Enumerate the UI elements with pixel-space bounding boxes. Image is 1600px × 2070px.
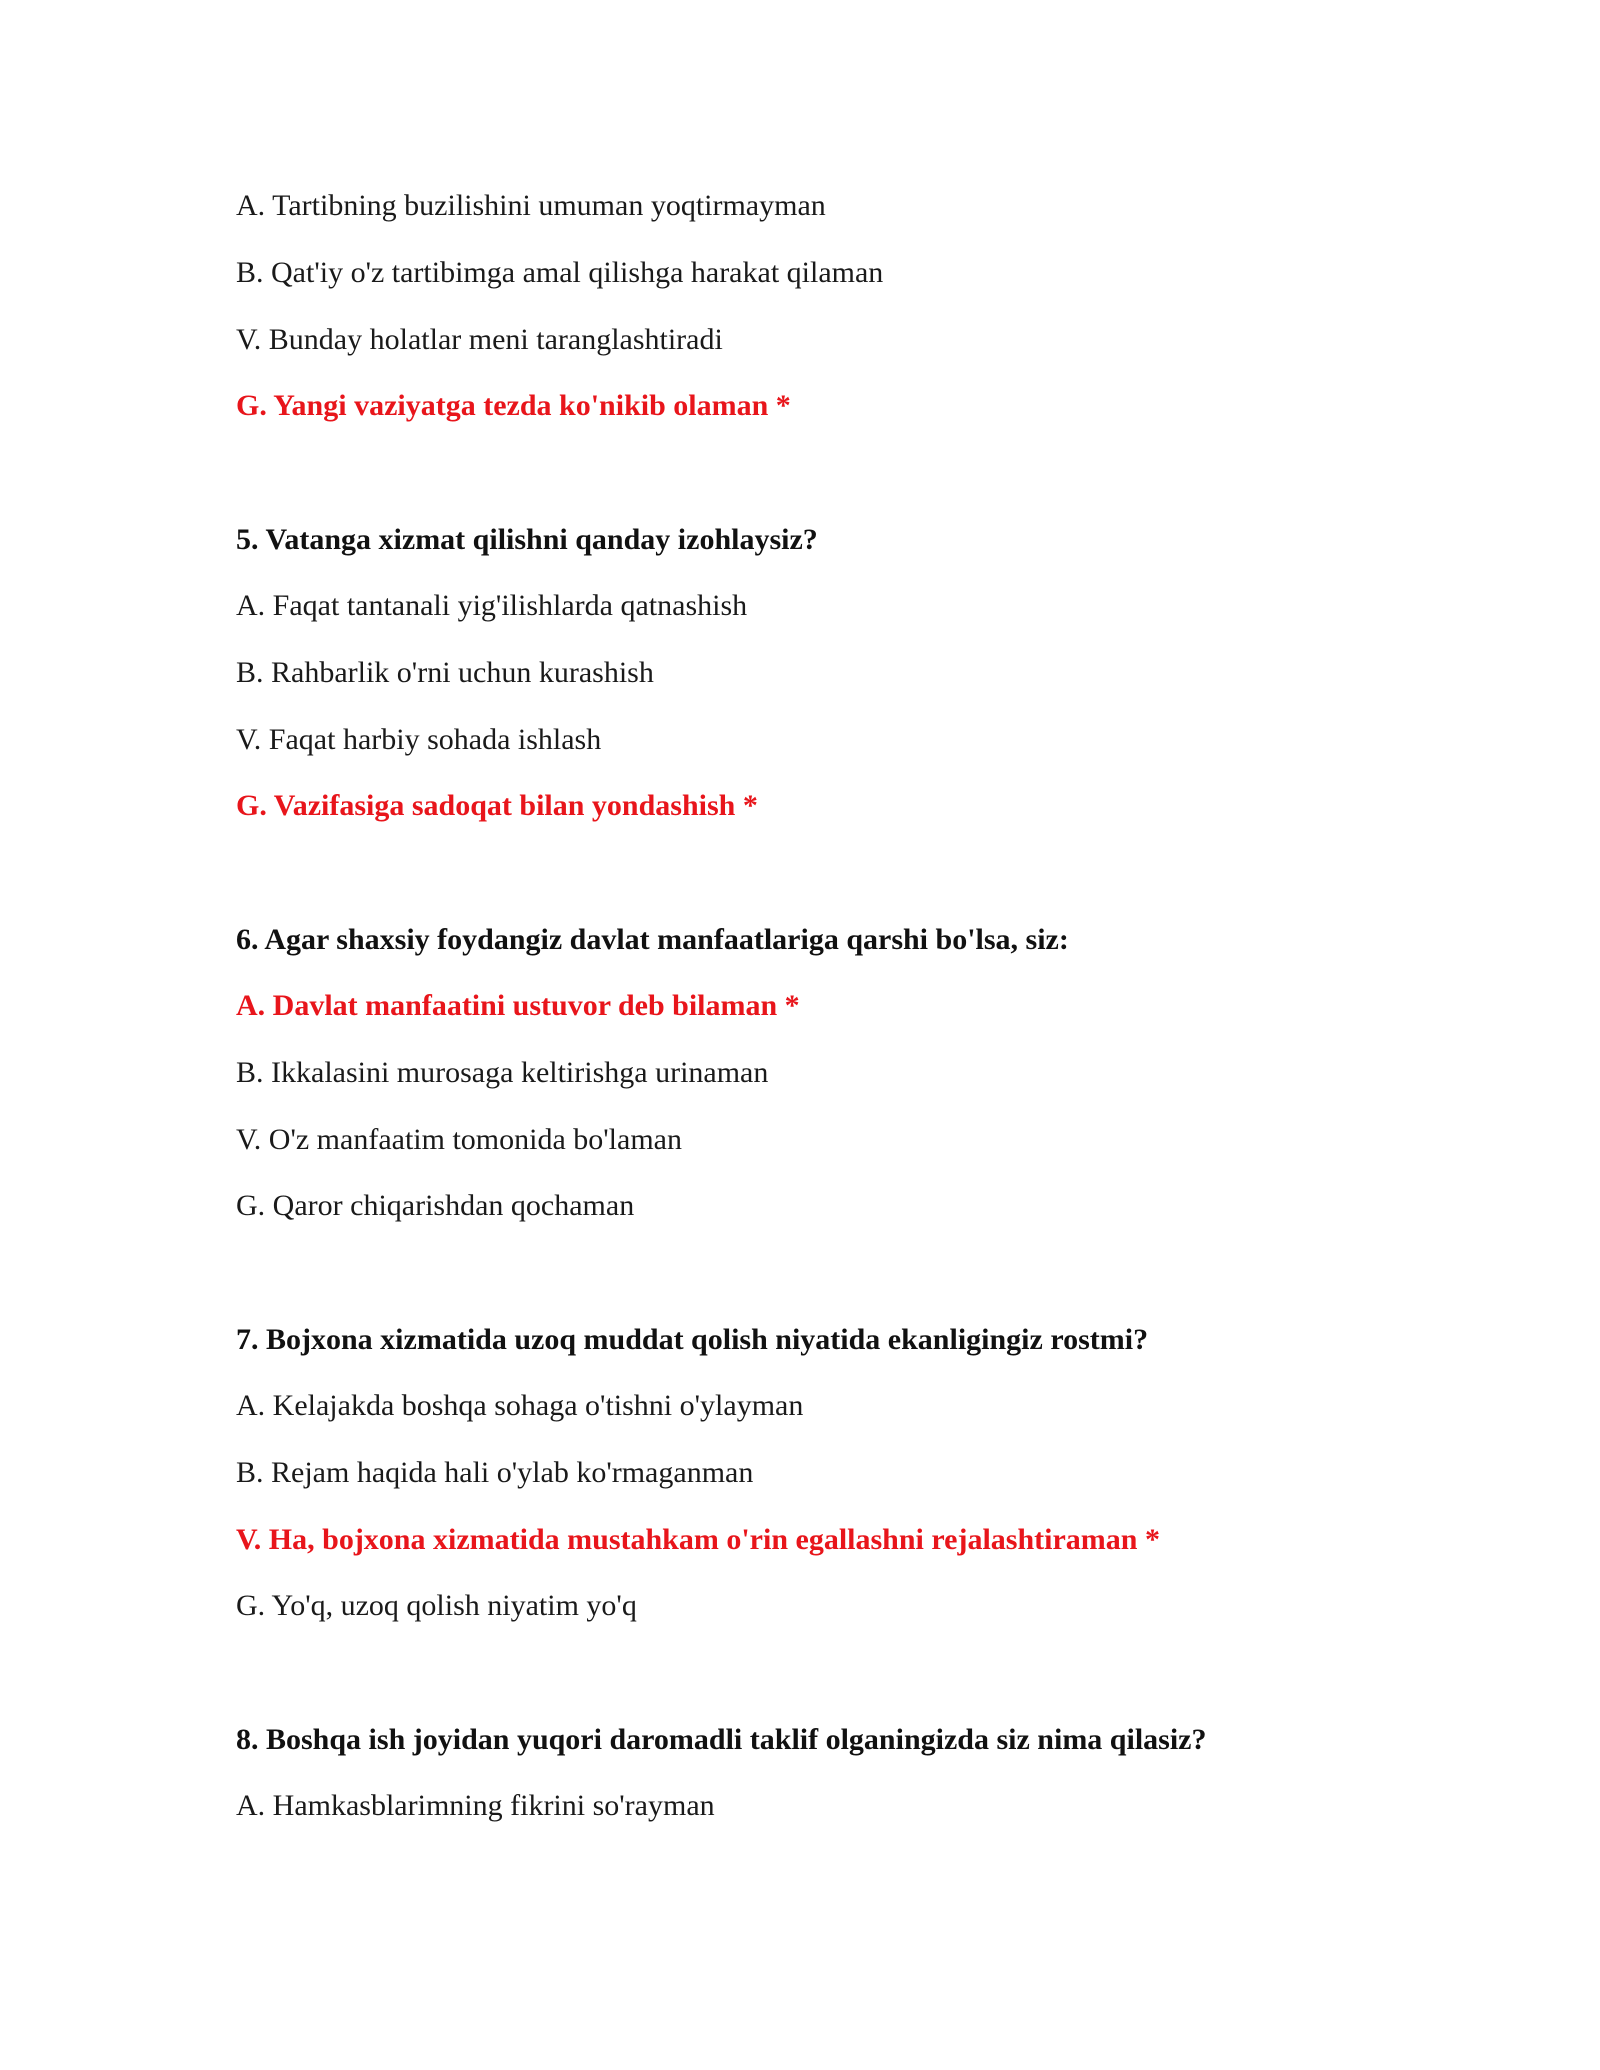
option-6v: V. O'z manfaatim tomonida bo'laman — [236, 1123, 682, 1156]
option-4g-correct: G. Yangi vaziyatga tezda ko'nikib olaman * — [236, 389, 791, 422]
option-8a: A. Hamkasblarimning fikrini so'rayman — [236, 1789, 715, 1822]
option-7a: A. Kelajakda boshqa sohaga o'tishni o'ylayman — [236, 1389, 804, 1422]
option-5b: B. Rahbarlik o'rni uchun kurashish — [236, 656, 654, 689]
option-5v: V. Faqat harbiy sohada ishlash — [236, 723, 602, 756]
option-7g: G. Yo'q, uzoq qolish niyatim yo'q — [236, 1589, 637, 1622]
question-6: 6. Agar shaxsiy foydangiz davlat manfaatlariga qarshi bo'lsa, siz: — [236, 923, 1069, 956]
option-7b: B. Rejam haqida hali o'ylab ko'rmaganman — [236, 1456, 754, 1489]
option-4a: A. Tartibning buzilishini umuman yoqtirmayman — [236, 189, 826, 222]
option-4v: V. Bunday holatlar meni taranglashtiradi — [236, 323, 723, 356]
option-6b: B. Ikkalasini murosaga keltirishga urinaman — [236, 1056, 769, 1089]
option-6g: G. Qaror chiqarishdan qochaman — [236, 1189, 635, 1222]
question-8: 8. Boshqa ish joyidan yuqori daromadli taklif olganingizda siz nima qilasiz? — [236, 1723, 1207, 1756]
question-5: 5. Vatanga xizmat qilishni qanday izohlaysiz? — [236, 523, 818, 556]
option-5g-correct: G. Vazifasiga sadoqat bilan yondashish * — [236, 789, 758, 822]
option-4b: B. Qat'iy o'z tartibimga amal qilishga harakat qilaman — [236, 256, 884, 289]
option-6a-correct: A. Davlat manfaatini ustuvor deb bilaman * — [236, 989, 800, 1022]
option-7v-correct: V. Ha, bojxona xizmatida mustahkam o'rin egallashni rejalashtiraman * — [236, 1523, 1160, 1556]
question-7: 7. Bojxona xizmatida uzoq muddat qolish niyatida ekanligingiz rostmi? — [236, 1323, 1149, 1356]
option-5a: A. Faqat tantanali yig'ilishlarda qatnashish — [236, 589, 748, 622]
